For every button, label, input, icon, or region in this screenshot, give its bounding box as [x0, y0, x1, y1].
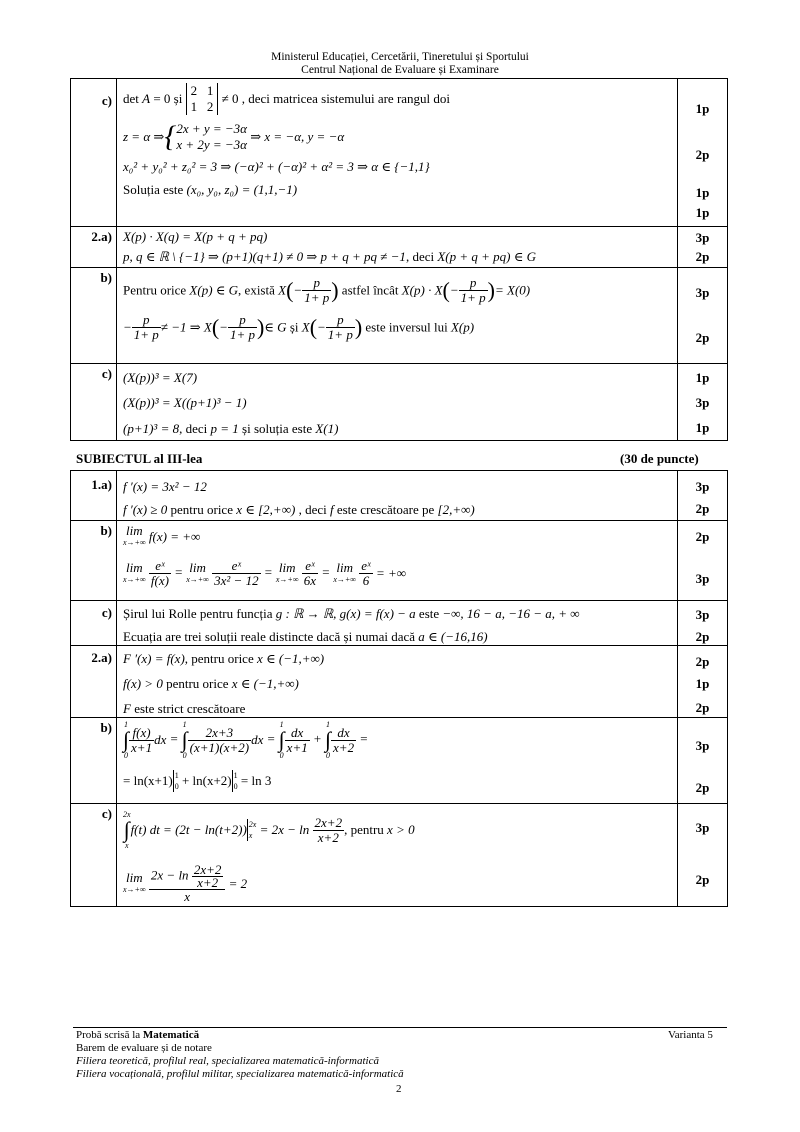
footer-subject: Probă scrisă la Matematică [76, 1029, 200, 1041]
row-label: b) [100, 523, 112, 538]
row-1c [71, 79, 728, 227]
row-label: 2.a) [91, 229, 112, 244]
row-3-2a [71, 646, 728, 718]
line-cube-general: (X(p))³ = X((p+1)³ − 1) [123, 395, 247, 410]
footer-track-2: Filiera vocațională, profilul militar, specializarea matematică-informatică [76, 1068, 404, 1080]
line-solution: Soluția este (x₀, y₀, z₀) = (1,1,−1) [123, 182, 298, 198]
line-integral-split: 1 ∫ 0 $\frac{f(x)}{x+1}$ dx = 1 ∫ 0 $\frac{2x+3}{(x+1)(x+2)}$ dx = 1 ∫ 0 $\frac{dx}{x+1}$ + 1 ∫ 0 $\frac{dx}{x+2}$ = [123, 720, 369, 761]
line-primitive: F ′(x) = f(x), pentru orice x ∈ (−1,+∞) [123, 651, 325, 667]
line-integral-x: 2x ∫ x f(t) dt = (2t − ln(t+2)) 2x x = 2x − ln $\frac{2x+2}{x+2}$ , pentru x > 0 [123, 810, 415, 851]
line-limit-f: lim x→+∞ f(x) = +∞ [123, 523, 201, 547]
section-points: (30 de puncte) [620, 451, 699, 466]
points: 2p [695, 529, 710, 544]
line-positive: f(x) > 0 pentru orice x ∈ (−1,+∞) [123, 676, 299, 692]
line-rolle: Șirul lui Rolle pentru funcția g : ℝ → ℝ, g(x) = f(x) − a este −∞, 16 − a, −16 − a, + ∞ [123, 606, 580, 622]
determinant: 2 1 1 2 [186, 83, 219, 115]
points: 2p [695, 872, 710, 888]
points: 3p [695, 607, 710, 622]
line-integral-result: = ln(x+1) 1 0 + ln(x+2) 1 0 = ln 3 [123, 771, 272, 792]
points: 2p [695, 700, 710, 716]
points: 1p [695, 205, 710, 220]
page-number: 2 [396, 1083, 402, 1095]
row-label: c) [101, 93, 112, 108]
points: 3p [695, 571, 710, 586]
points: 2p [695, 147, 710, 162]
points: 2p [695, 654, 710, 670]
line-equation-solutions: Ecuația are trei soluții reale distincte dacă și numai dacă a ∈ (−16,16) [123, 629, 488, 645]
line-limit-ratio: lim x→+∞ $\frac{\text{eˣ}}{f(x)}$ = lim x→+∞ $\frac{\text{eˣ}}{\text{3x² − 12}}$ = lim x→+∞ $\frac{\text{eˣ}}{6x}$ = lim x→+∞ $\frac{\text{eˣ}}{6}$ = +∞ [123, 558, 407, 588]
footer-rule [73, 1027, 727, 1028]
answer-table-part3 [70, 470, 728, 907]
row-label: 1.a) [91, 477, 112, 492]
row-3-1b [71, 521, 728, 601]
points: 3p [695, 820, 710, 836]
line-system: z = α ⇒{ 2x + y = −3α x + 2y = −3α ⇒ x = −α, y = −α [123, 120, 345, 153]
line-cube-solution: (p+1)³ = 8, deci p = 1 și soluția este X(1) [123, 421, 339, 437]
points: 2p [695, 629, 710, 644]
row-label: c) [101, 605, 112, 620]
points: 3p [695, 738, 710, 754]
points: 2p [695, 249, 710, 264]
header-ministry: Ministerul Educației, Cercetării, Tineretului și Sportului [271, 51, 529, 63]
points: 3p [695, 230, 710, 245]
line-closure: p, q ∈ ℝ \ {−1} ⇒ (p+1)(q+1) ≠ 0 ⇒ p + q + pq ≠ −1, deci X(p + q + pq) ∈ G [123, 249, 536, 265]
footer-variant: Varianta 5 [668, 1029, 713, 1041]
points: 1p [695, 101, 710, 116]
points: 1p [695, 676, 710, 692]
points: 3p [695, 479, 710, 494]
section-title: SUBIECTUL al III-lea [76, 451, 203, 466]
points: 3p [695, 395, 710, 410]
points: 1p [695, 370, 710, 385]
row-3-1c [71, 601, 728, 646]
row-3-2c [71, 804, 728, 907]
row-label: c) [101, 366, 112, 381]
row-3-1a [71, 471, 728, 521]
points: 1p [695, 420, 710, 435]
row-2b [71, 268, 728, 364]
line-final-limit: lim x→+∞ 2x − ln $\frac{2x+2}{x+2}$ x = 2 [123, 862, 248, 905]
points: 2p [695, 330, 710, 345]
line-inverse: − $\frac{p}{1+ p}$ ≠ −1 ⇒ X(− $\frac{p}{1+ p}$ )∈ G și X(− $\frac{p}{1+ p}$ ) este inversul lui X(p) [123, 312, 475, 342]
row-3-2b [71, 718, 728, 804]
row-2c [71, 364, 728, 441]
line-increasing: F este strict crescătoare [123, 701, 246, 717]
line-monotonic: f ′(x) ≥ 0 pentru orice x ∈ [2,+∞) , deci f este crescătoare pe [2,+∞) [123, 502, 475, 518]
row-2a [71, 227, 728, 268]
points: 2p [695, 501, 710, 516]
points: 2p [695, 780, 710, 796]
line-sum-squares: x₀² + y₀² + z₀² = 3 ⇒ (−α)² + (−α)² + α² = 3 ⇒ α ∈ {−1,1} [123, 159, 430, 174]
points: 3p [695, 285, 710, 300]
points: 1p [695, 185, 710, 200]
line-det: det A = 0 și 2 1 1 2 ≠ 0 , deci matricea sistemului are rangul doi [123, 83, 451, 114]
footer-barem: Barem de evaluare și de notare [76, 1042, 212, 1054]
line-derivative: f ′(x) = 3x² − 12 [123, 479, 207, 494]
row-label: b) [100, 720, 112, 736]
header-center: Centrul Național de Evaluare și Examinare [301, 64, 499, 76]
line-existence: Pentru orice X(p) ∈ G, există X(− $\frac{p}{1+ p}$ ) astfel încât X(p) · X(− $\frac{p}{1+ p}$ )= X(0) [123, 275, 531, 305]
footer-track-1: Filiera teoretică, profilul real, specializarea matematică-informatică [76, 1055, 379, 1067]
line-product: X(p) · X(q) = X(p + q + pq) [123, 229, 268, 244]
line-cube: (X(p))³ = X(7) [123, 370, 198, 385]
row-label: c) [101, 806, 112, 822]
row-label: 2.a) [91, 650, 112, 666]
row-label: b) [100, 270, 112, 285]
answer-table-part2 [70, 78, 728, 441]
